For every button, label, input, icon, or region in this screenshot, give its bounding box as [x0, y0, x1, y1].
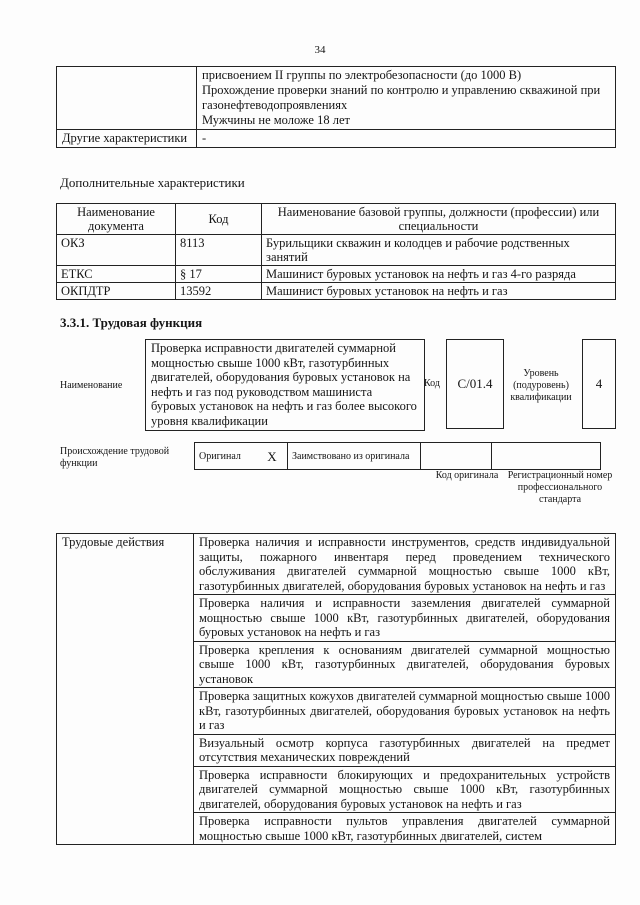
labor-action: Проверка защитных кожухов двигателей суммарной мощностью свыше 1000 кВт, газотурбинных двигателей, оборудования буровых установок на нефть и газ: [194, 688, 616, 735]
row-value: [197, 67, 616, 130]
requirement-line: Мужчины не моложе 18 лет: [202, 113, 350, 127]
reg-number-cell: [492, 443, 601, 470]
requirements-table: [56, 66, 616, 148]
function-code-value: C/01.4: [446, 339, 504, 429]
row-label: [57, 67, 197, 130]
labor-action: Проверка наличия и исправности заземления двигателей суммарной мощностью свыше 1000 кВт, газотурбинных двигателей, оборудования буровых установок на нефть и газ: [194, 595, 616, 642]
labor-action: Проверка исправности пультов управления двигателей суммарной мощностью свыше 1000 кВт, газотурбинных двигателей, систем: [194, 813, 616, 845]
function-name-value: Проверка исправности двигателей суммарной мощностью свыше 1000 кВт, газотурбинных двигателей, оборудования буровых установок на нефть и газ под руководством машиниста буровых установок на нефть и газ более высокого уровня квалификации: [145, 339, 425, 431]
original-label: Оригинал: [195, 443, 258, 470]
table-cell: ОКЗ: [57, 235, 176, 266]
function-code-label: Код: [424, 378, 440, 389]
table-row: [195, 443, 601, 470]
labor-action: Проверка крепления к основаниям двигателей суммарной мощностью свыше 1000 кВт, газотурбинных двигателей, оборудования буровых установок: [194, 641, 616, 688]
requirement-line: Прохождение проверки знаний по контролю и управлению скважиной при газонефтеводопроявлениях: [202, 83, 601, 112]
section-subheading: Дополнительные характеристики: [60, 175, 245, 190]
table-cell: 13592: [176, 283, 262, 300]
qualification-level-value: 4: [582, 339, 616, 429]
row-value: -: [197, 130, 616, 148]
table-cell: ЕТКС: [57, 266, 176, 283]
page-number: 34: [314, 44, 326, 56]
labor-actions-label: Трудовые действия: [57, 534, 194, 845]
borrowed-label: Заимствовано из оригинала: [288, 443, 421, 470]
table-row: [57, 67, 616, 130]
additional-characteristics-table: [56, 203, 616, 300]
requirement-line: присвоением II группы по электробезопасности (до 1000 В): [202, 68, 522, 82]
table-cell: § 17: [176, 266, 262, 283]
table-row: [57, 130, 616, 148]
code-original-cell: [421, 443, 492, 470]
table-cell: Машинист буровых установок на нефть и газ 4-го разряда: [262, 266, 616, 283]
reg-number-label: Регистрационный номер профессионального стандарта: [507, 470, 613, 505]
column-header: Наименование документа: [57, 204, 176, 235]
table-row: [57, 235, 616, 266]
table-row: [57, 266, 616, 283]
column-header: Наименование базовой группы, должности (профессии) или специальности: [262, 204, 616, 235]
origin-label: Происхождение трудовой функции: [60, 446, 170, 469]
column-header: Код: [176, 204, 262, 235]
function-name-label: Наименование: [60, 380, 123, 391]
labor-action: Проверка исправности блокирующих и предохранительных устройств двигателей суммарной мощностью свыше 1000 кВт, газотурбинных двигателей, оборудования буровых установок на нефть и газ: [194, 766, 616, 813]
labor-action: Проверка наличия и исправности инструментов, средств индивидуальной защиты, пожарного инвентаря перед проведением технического обслуживания двигателей суммарной мощностью свыше 1000 кВт, газотурбинных двигателей, оборудования буровых установок на нефть и газ: [194, 534, 616, 595]
table-cell: Машинист буровых установок на нефть и газ: [262, 283, 616, 300]
table-row: [57, 534, 616, 595]
code-original-label: Код оригинала: [435, 470, 499, 481]
table-cell: ОКПДТР: [57, 283, 176, 300]
labor-action: Визуальный осмотр корпуса газотурбинных двигателей на предмет отсутствия механических повреждений: [194, 734, 616, 766]
labor-actions-table: [56, 533, 616, 845]
section-heading: 3.3.1. Трудовая функция: [60, 315, 203, 330]
original-mark: X: [257, 443, 288, 470]
table-cell: 8113: [176, 235, 262, 266]
qualification-level-label: Уровень (подуровень) квалификации: [510, 368, 572, 403]
table-cell: Бурильщики скважин и колодцев и рабочие родственных занятий: [262, 235, 616, 266]
row-label: Другие характеристики: [57, 130, 197, 148]
table-header-row: [57, 204, 616, 235]
table-row: [57, 283, 616, 300]
origin-table: [194, 442, 601, 470]
